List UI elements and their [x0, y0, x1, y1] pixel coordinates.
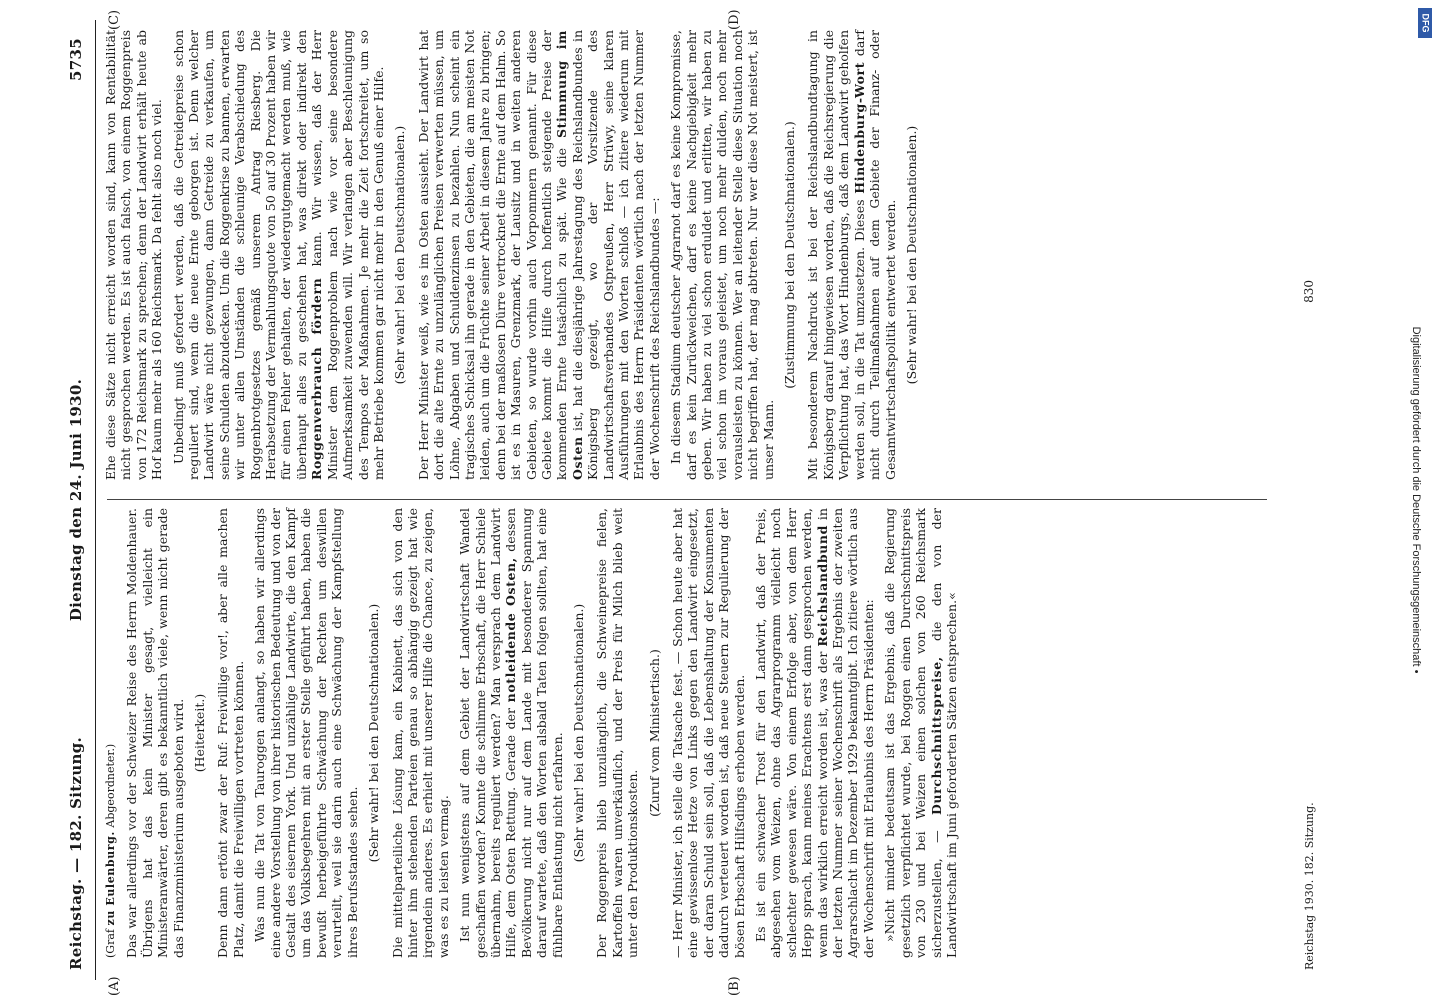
- emphasis: Stimmung im Osten: [554, 30, 585, 480]
- interjection: (Sehr wahr! bei den Deutschnationalen.): [903, 125, 919, 385]
- left-column: [103, 508, 965, 958]
- margin-marker-b: (B): [727, 976, 742, 996]
- quotation: [882, 508, 959, 958]
- text-run: Ist nun wenigstens auf dem Gebiet der Landwirtschaft Wandel geschaffen worden? Konnte die schlimme Erbschaft, die Herr Schiele übernahm, bereits reguliert werden? Man versprach dem Landwirt Hilfe, dem Osten Rettung. Gerade der: [457, 508, 519, 958]
- digitization-credit: [1400, 0, 1432, 1000]
- column-divider: [107, 499, 1267, 500]
- sheet-number: 830: [1301, 280, 1316, 303]
- margin-marker-c: (C): [107, 9, 122, 30]
- interjection: (Zustimmung bei den Deutschnationalen.): [782, 121, 798, 389]
- interjection: (Sehr wahr! bei den Deutschnationalen.): [392, 125, 408, 385]
- page-footer: Reichstag 1930. 182. Sitzung.: [1302, 802, 1316, 970]
- interjection: (Zuruf vom Ministertisch.): [646, 649, 662, 817]
- header-session: Reichstag. — 182. Sitzung.: [67, 736, 85, 970]
- text-run: dessen Bevölkerung nicht nur auf dem Lande mit besonderer Spannung darauf wartete, daß den Worten alsbald Taten folgen sollten, hat eine fühlbare Entlastung nicht erfahren.: [503, 508, 565, 958]
- paragraph: Was nun die Tat von Tauroggen anlangt, so haben wir allerdings eine andere Vorstellung von ihrer historischen Bedeutung und von der Gestalt des eisernen York. Und unzählige Landwirte, die den Kampf um das Volksbegehren mit an erster Stelle geführt haben, haben die bewußt herbeigeführte Schwächung der Rechten um deswillen verurteilt, weil sie darin auch eine Schwächung der Kampfstellung ihres Berufsstandes sehen.: [252, 508, 360, 958]
- text-run: in der letzten Nummer seiner Wochenschrift als Ergebnis der zweiten Agrarschlacht im Dezember 1929 bekanntgibt. Ich zitiere wörtlich aus der Wochenschrift mit Erlaubnis des Herrn Präsidenten:: [814, 508, 876, 958]
- text-run: Unbedingt muß gefordert werden, daß die Getreidepreise schon reguliert sind, wenn die neue Ernte geborgen ist. Denn welcher Landwirt wäre nicht gezwungen, dann Getreide zu verkaufen, um seine Schulden abzudecken. Um die Roggenkrise zu bannen, erwarten wir unter allen Umständen die schleunige Verabschiedung des Roggenbrotgesetzes gemäß unserem Antrag Riesberg. Die Herabsetzung der Vermahlungsquote von 50 auf 30 Prozent haben wir für einen Fehler gehalten, der wiedergutgemacht werden muß, wie überhaupt alles zu geschehen hat, was direkt oder indirekt den: [170, 30, 309, 480]
- text-run: Es ist ein schwacher Trost für den Landwirt, daß der Preis, abgesehen vom Weizen, ohne das Agrarprogramm vielleicht noch schlechter gewesen wäre. Von einem Erfolge aber, von dem Herr Hepp sprach, kann meines Erachtens erst dann gesprochen werden, wenn das wirklich erreicht worden ist, was der: [753, 508, 830, 958]
- emphasis: notleidende Osten,: [503, 557, 519, 703]
- interjection: (Sehr wahr! bei den Deutschnationalen.): [570, 603, 586, 863]
- paragraph: [171, 30, 387, 480]
- paragraph: [805, 30, 897, 480]
- paragraph: [457, 508, 565, 958]
- header-page-number: 5735: [67, 38, 85, 81]
- speaker-name: zu Eulenburg.: [104, 831, 117, 926]
- emphasis: Roggenverbrauch fördern: [309, 277, 325, 480]
- paragraph: — Herr Minister, ich stelle die Tatsache fest. — Schon heute aber hat eine gewissenlose Hetze von Links gegen den Landwirt eingesetzt, der daran Schuld sein soll, daß die Lebenshaltung der Konsumenten dadurch verteuert worden ist, daß neue Steuern zur Regulierung der bösen Erbschaft Hilfsdings erhoben werden.: [670, 508, 747, 958]
- quotation: In diesem Stadium deutscher Agrarnot darf es keine Kompromisse, darf es kein Zurückweichen, darf es keine Nachgiebigkeit mehr geben. Wir haben zu viel schon erduldet und erlitten, wir haben zu viel schon im voraus geleistet, um noch mehr dulden, noch mehr vorausleisten zu können. Wer an leitender Stelle diese Situation noch nicht begriffen hat, der mag abtreten. Nur wer diese Not meistert, ist unser Mann.: [668, 30, 776, 480]
- paragraph: [753, 508, 876, 958]
- emphasis: Hindenburg-Wort: [851, 61, 867, 194]
- margin-marker-a: (A): [107, 976, 122, 996]
- paragraph: Die mittelparteiliche Lösung kam, ein Kabinett, das sich von den hinter ihm stehenden Parteien genau so abhängig gezeigt hat wie irgendein anderes. Es erhielt mit unserer Hilfe die Chance, zu zeigen, was es zu leisten vermag.: [389, 508, 451, 958]
- interjection: (Heiterkeit.): [192, 693, 208, 773]
- paragraph: Das war allerdings vor der Schweizer Reise des Herrn Moldenhauer. Übrigens hat das kein Minister gesagt, vielleicht ein Ministeranwärter, deren gibt es bekanntlich viele, wenn nicht gerade das Finanzministerium ausgeboten wird.: [124, 508, 186, 958]
- interjection: (Sehr wahr! bei den Deutschnationalen.): [366, 603, 382, 863]
- text-run: Der Herr Minister weiß, wie es im Osten aussieht. Der Landwirt hat dort die alte Ernte zu unzulänglichen Preisen verwerten müssen, um Löhne, Abgaben und Schuldenzinsen zu bezahlen. Nun scheint ein tragisches Schicksal ihn gerade in den Gebieten, die am meisten Not leiden, auch um die Früchte seiner Arbeit in diesem Jahre zu bringen; denn bei der maßlosen Dürre vertrocknet die Ernte auf dem Halm. So ist es in Masuren, Grenzmark, der Lausitz und in weiten anderen Gebieten, so wurde vorhin auch Vorpommern genannt. Für diese Gebiete kommt die Hilfe durch hoffentlich steigende Preise der kommenden Ernte tatsächlich zu spät. Wie die: [415, 30, 570, 480]
- speaker-prefix: (Graf: [104, 929, 117, 958]
- text-run: die den von der Landwirtschaft im Juni geforderten Sätzen entsprechen.«: [928, 508, 959, 958]
- text-run: darf nicht durch Teilmaßnahmen auf dem Gebiete der Finanz- oder Gesamtwirtschaftspolitik entwertet werden.: [851, 30, 898, 480]
- right-column: [103, 30, 927, 480]
- text-run: ist, hat die diesjährige Jahrestagung des Reichslandbundes in Königsberg gezeigt, wo der Vorsitzende des Landwirtschaftsverbandes Ostpreußen, Herr Strüwy, seine klaren Ausführungen mit den Worten schloß — ich zitiere wiederum mit Erlaubnis des Herrn Präsidenten wörtlich nach der letzten Nummer der Wochenschrift des Reichslandbundes —:: [569, 30, 662, 480]
- scanned-page: [67, 9, 1327, 996]
- speaker-line: [103, 508, 118, 958]
- margin-marker-d: (D): [727, 9, 742, 30]
- paragraph: Ehe diese Sätze nicht erreicht worden sind, kann von Rentabilität nicht gesprochen werden. Es ist auch falsch, von einem Roggenpreis von 172 Reichsmark zu sprechen; denn der Landwirt erhält heute ab Hof kaum mehr als 160 Reichsmark. Da fehlt also noch viel.: [103, 30, 165, 480]
- text-run: Mit besonderem Nachdruck ist bei der Reichslandbundtagung in Königsberg darauf hingewiesen worden, daß die Reichsregierung die Verpflichtung hat, das Wort Hindenburgs, daß dem Landwirt geholfen werden soll, in die Tat umzusetzen. Dieses: [805, 30, 867, 480]
- paragraph: Der Roggenpreis blieb unzulänglich, die Schweinepreise fielen, Kartoffeln waren unverkäuflich, und der Preis für Milch blieb weit unter den Produktionskosten.: [594, 508, 641, 958]
- logo-text: DFG: [1420, 13, 1430, 33]
- header-rule: [95, 20, 96, 980]
- speaker-role: Abgeordneter.): [104, 743, 117, 828]
- text-run: »Nicht minder bedeutsam ist das Ergebnis, daß die Regierung gesetzlich verpflichtet wurde, bei Roggen einen Durchschnittspreis von 230 und bei Weizen einen solchen von 260 Reichsmark sicherzustellen, —: [882, 508, 944, 958]
- paragraph: [416, 30, 663, 480]
- page-header: [67, 20, 91, 980]
- credit-text: Digitalisierung gefördert durch die Deutsche Forschungsgemeinschaft •: [1410, 326, 1422, 674]
- text-run: kann. Wir wissen, daß der Herr Minister dem Roggenproblem nach wie vor seine besondere Aufmerksamkeit zuwenden will. Wir verlangen aber Beschleunigung des Tempos der Maßnahmen. Je mehr die Zeit fortschreitet, um so mehr Betriebe kommen gar nicht mehr in den Genuß einer Hilfe.: [309, 30, 386, 480]
- emphasis: Durchschnittspreise,: [928, 656, 944, 816]
- header-date: Dienstag den 24. Juni 1930.: [67, 378, 85, 622]
- paragraph: Denn dann ertönt zwar der Ruf: Freiwillige vor!, aber alle machen Platz, damit die Freiwilligen vortreten können.: [215, 508, 246, 958]
- emphasis: Reichslandbund: [814, 525, 830, 647]
- dfg-logo-icon: [1418, 8, 1432, 38]
